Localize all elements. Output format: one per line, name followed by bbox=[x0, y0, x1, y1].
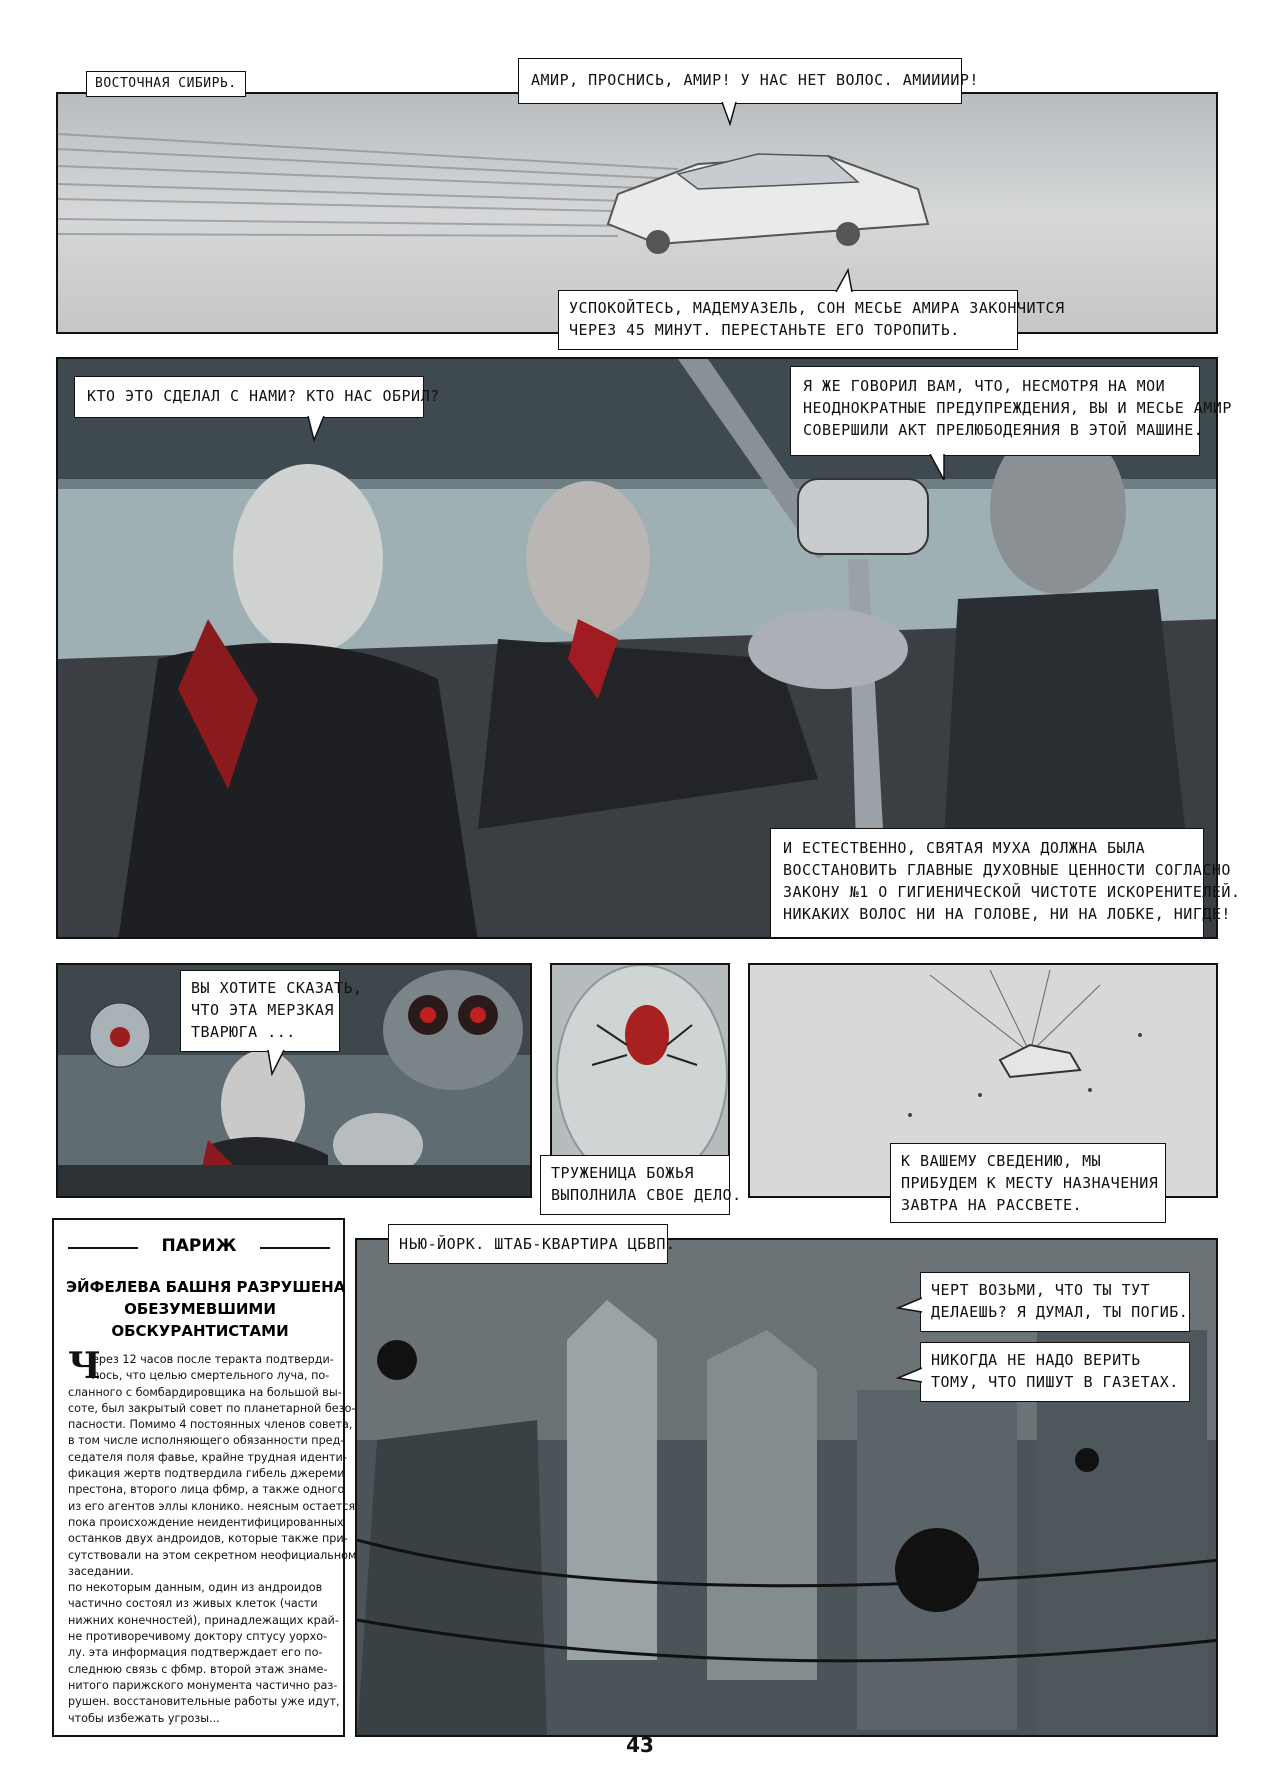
speech-tail bbox=[720, 102, 740, 126]
speech-balloon-nasty-creature: ВЫ ХОТИТЕ СКАЗАТЬ, ЧТО ЭТА МЕРЗКАЯ ТВАРЮГА ... bbox=[180, 970, 340, 1052]
caption-gods-worker: ТРУЖЕНИЦА БОЖЬЯ ВЫПОЛНИЛА СВОЕ ДЕЛО. bbox=[540, 1155, 730, 1215]
newspaper-headline: ЭЙФЕЛЕВА БАШНЯ РАЗРУШЕНА ОБЕЗУМЕВШИМИ ОБСКУРАНТИСТАМИ bbox=[66, 1278, 346, 1340]
page-number: 43 bbox=[626, 1733, 654, 1757]
speech-balloon-dont-trust-newspapers: НИКОГДА НЕ НАДО ВЕРИТЬ ТОМУ, ЧТО ПИШУТ В ГАЗЕТАХ. bbox=[920, 1342, 1190, 1402]
speech-tail bbox=[926, 454, 952, 482]
speech-balloon-what-are-you-doing: ЧЕРТ ВОЗЬМИ, ЧТО ТЫ ТУТ ДЕЛАЕШЬ? Я ДУМАЛ, ТЫ ПОГИБ. bbox=[920, 1272, 1190, 1332]
speech-tail bbox=[264, 1050, 290, 1076]
newspaper-clipping bbox=[52, 1218, 357, 1737]
speech-tail bbox=[832, 268, 856, 292]
newspaper-body: ерез 12 часов после теракта подтверди- лось, что целью смертельного луча, по- сланного с бомбардировщика на большой вы- соте, был закрытый совет по планетарной безо- пасности. Помимо 4 постоянных членов совета, в том числе исполняющего обязанности пред- седателя поля фавье, крайне трудная иденти- фикация жертв подтвердила гибель джереми престона, второго лица фбмр, а также одного из его агентов эллы клонико. неясным остается пока происхождение неидентифицированных останков двух андроидов, которые также при- сутствовали на этом секретном неофициальном заседании. по некоторым данным, один из андроидов частично состоял из живых клеток (части нижних конечностей), принадлежащих край- не противоречивому доктору сптусу уорхо- лу. эта информация подтверждает его по- следнюю связь с фбмр. второй этаж знаме- нитого парижского монумента частично раз- рушен. восстановительные работы уже идут, чтобы избежать угрозы... bbox=[68, 1353, 357, 1725]
newspaper-dropcap: Ч bbox=[68, 1345, 101, 1387]
speech-tail bbox=[896, 1364, 922, 1388]
speech-balloon-who-shaved-us: КТО ЭТО СДЕЛАЛ С НАМИ? КТО НАС ОБРИЛ? bbox=[74, 376, 424, 418]
caption-holy-fly: И ЕСТЕСТВЕННО, СВЯТАЯ МУХА ДОЛЖНА БЫЛА ВОССТАНОВИТЬ ГЛАВНЫЕ ДУХОВНЫЕ ЦЕННОСТИ СОГЛАСНО ЗАКОНУ №1 О ГИГИЕНИЧЕСКОЙ ЧИСТОТЕ ИСКОРЕНИТЕЛЕЙ. НИКАКИХ ВОЛОС НИ НА ГОЛОВЕ, НИ НА ЛОБКЕ, НИГДЕ! bbox=[770, 828, 1204, 938]
speech-balloon-wake-amir: АМИР, ПРОСНИСЬ, АМИР! У НАС НЕТ ВОЛОС. АМИИИИР! bbox=[518, 58, 962, 104]
caption-location-siberia: ВОСТОЧНАЯ СИБИРЬ. bbox=[86, 71, 246, 97]
newspaper-heading: ПАРИЖ bbox=[161, 1236, 237, 1256]
caption-arrival-dawn: К ВАШЕМУ СВЕДЕНИЮ, МЫ ПРИБУДЕМ К МЕСТУ НАЗНАЧЕНИЯ ЗАВТРА НА РАССВЕТЕ. bbox=[890, 1143, 1166, 1223]
speech-balloon-warned-you: Я ЖЕ ГОВОРИЛ ВАМ, ЧТО, НЕСМОТРЯ НА МОИ НЕОДНОКРАТНЫЕ ПРЕДУПРЕЖДЕНИЯ, ВЫ И МЕСЬЕ АМИР СОВЕРШИЛИ АКТ ПРЕЛЮБОДЕЯНИЯ В ЭТОЙ МАШИНЕ. bbox=[790, 366, 1200, 456]
speech-tail bbox=[896, 1294, 922, 1318]
speech-tail bbox=[306, 416, 328, 442]
caption-location-new-york: НЬЮ-ЙОРК. ШТАБ-КВАРТИРА ЦБВП. bbox=[388, 1224, 668, 1264]
speech-balloon-calm-down: УСПОКОЙТЕСЬ, МАДЕМУАЗЕЛЬ, СОН МЕСЬЕ АМИРА ЗАКОНЧИТСЯ ЧЕРЕЗ 45 МИНУТ. ПЕРЕСТАНЬТЕ ЕГО ТОРОПИТЬ. bbox=[558, 290, 1018, 350]
rule-right bbox=[260, 1247, 330, 1249]
